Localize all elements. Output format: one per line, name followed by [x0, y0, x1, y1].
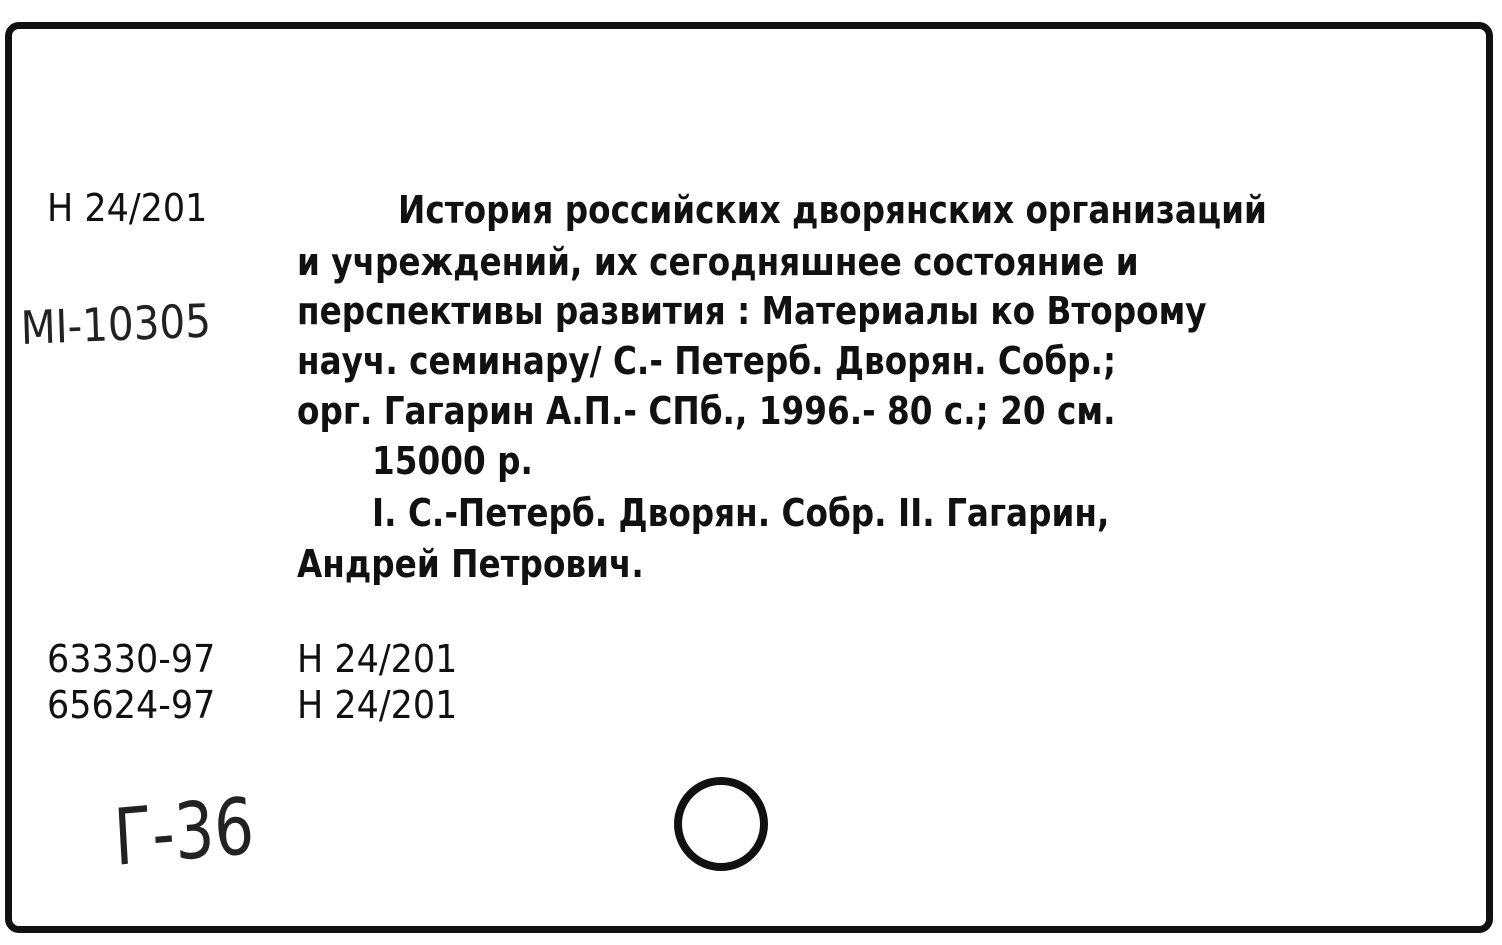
title-line-4: науч. семинару/ С.- Петерб. Дворян. Собр.; [297, 339, 1117, 383]
price: 15000 р. [372, 439, 533, 483]
title-line-3: перспективы развития : Материалы ко Второму [297, 289, 1207, 333]
holding-shelfmark: Н 24/201 [297, 683, 458, 727]
added-entries-line-2: Андрей Петрович. [297, 542, 644, 586]
handwritten-code: MI-10305 [19, 293, 212, 355]
added-entries-line-1: I. С.-Петерб. Дворян. Собр. II. Гагарин, [372, 491, 1110, 535]
shelfmark: Н 24/201 [47, 186, 208, 230]
inventory-number: 65624-97 [47, 683, 216, 727]
handwritten-note: Г-36 [111, 781, 257, 884]
title-line-2: и учреждений, их сегодняшнее состояние и [297, 240, 1139, 284]
inventory-number: 63330-97 [47, 637, 216, 681]
title-line-1: История российских дворянских организаций [398, 188, 1267, 232]
holding-shelfmark: Н 24/201 [297, 637, 458, 681]
title-line-5: орг. Гагарин А.П.- СПб., 1996.- 80 с.; 20 см. [297, 389, 1116, 433]
